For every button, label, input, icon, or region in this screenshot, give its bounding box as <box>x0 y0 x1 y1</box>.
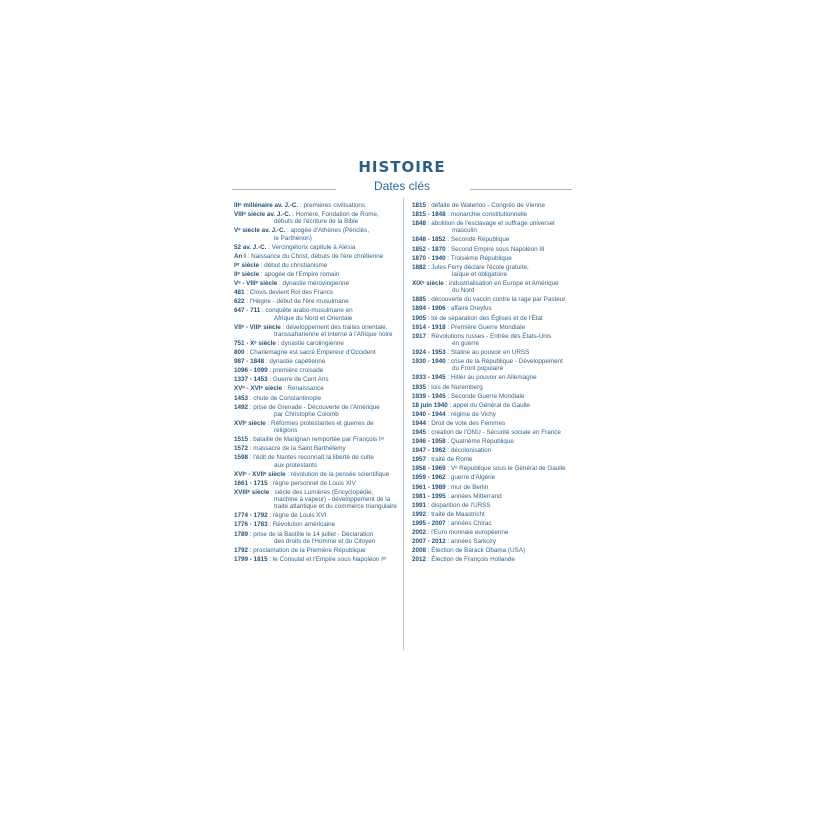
entry-text: : lois de Nuremberg <box>426 383 483 391</box>
timeline-entry <box>232 324 402 338</box>
timeline-entry <box>410 202 572 209</box>
entry-text: : proclamation de la Première République <box>248 546 366 554</box>
entry-text: : mur de Berlin <box>445 483 489 491</box>
entry-text: : prise de la Bastille le 14 juillet - Déclaration <box>248 530 374 538</box>
entry-date: XVIIIᵉ siècle <box>234 488 270 496</box>
history-page <box>232 158 572 658</box>
timeline-entry <box>232 454 402 468</box>
timeline-entry <box>232 489 402 511</box>
entry-date: 1453 <box>234 394 249 402</box>
entry-text-continuation: laïque et obligatoire <box>452 270 507 278</box>
entry-date: 1598 <box>234 454 249 462</box>
entry-text: : découverte du vaccin contre la rage par Pasteur <box>426 296 566 304</box>
timeline-entry <box>410 556 572 563</box>
entry-text-continuation: Afrique du Nord et Orientale <box>274 314 353 322</box>
entry-text: : Jules Ferry déclare l'école gratuite, <box>426 263 529 271</box>
timeline-entry <box>232 298 402 305</box>
timeline-entry <box>410 529 572 536</box>
entry-text: : abolition de l'esclavage et suffrage universel <box>426 220 555 228</box>
entry-date: 1894 - 1906 <box>412 305 446 313</box>
entry-date: XIXᵉ siècle <box>412 280 444 288</box>
entry-date: 1815 - 1848 <box>412 211 446 219</box>
entry-text: : dynastie capétienne <box>264 358 326 366</box>
timeline-entry <box>410 547 572 554</box>
entry-text: : crise de la République - Développement <box>445 358 563 366</box>
entry-text-continuation: en guerre <box>452 339 479 347</box>
timeline-entry <box>410 324 572 331</box>
entry-text: : Quatrième République <box>445 438 514 446</box>
entry-date: XVᵉ - XVIᵉ siècle <box>234 385 283 393</box>
entry-text: : règne personnel de Louis XIV <box>267 479 356 487</box>
entry-date: 1882 <box>412 263 427 271</box>
entry-text: : création de l'ONU - Sécurité sociale en France <box>426 428 561 436</box>
entry-text: : loi de séparation des Églises et de l'État <box>426 314 543 322</box>
entry-text: : apogée de l'Empire romain <box>259 270 340 278</box>
timeline-entry <box>410 236 572 243</box>
entry-text: : dynastie carolingienne <box>275 339 344 347</box>
entry-text: : massacre de la Saint Barthélemy <box>248 445 346 453</box>
entry-text: : dynastie mérovingienne <box>277 280 350 288</box>
timeline-entry <box>410 393 572 400</box>
entry-date: 1792 <box>234 546 249 554</box>
timeline-entry <box>410 296 572 303</box>
entry-text: : l'Hégire - début de l'ère musulmane <box>244 298 349 306</box>
entry-date: XVIᵉ - XVIIᵉ siècle <box>234 470 286 478</box>
entry-date: 1947 - 1962 <box>412 447 446 455</box>
entry-date: 1995 - 2007 <box>412 519 446 527</box>
entry-date: IIIᵉ millénaire av. J.-C. <box>234 202 299 209</box>
timeline-entry <box>232 480 402 487</box>
timeline-entry <box>232 358 402 365</box>
entry-date: 751 - Xᵉ siècle <box>234 339 276 347</box>
entry-date: 1940 - 1944 <box>412 410 446 418</box>
entry-text: : Homère, Fondation de Rome, <box>290 211 379 219</box>
entry-text: : règne de Louis XVI <box>267 512 327 520</box>
timeline-entry <box>410 305 572 312</box>
timeline-entry <box>232 244 402 251</box>
entry-date: 1945 <box>412 428 427 436</box>
timeline-entry <box>410 374 572 381</box>
entry-text: : l'Euro monnaie européenne <box>426 529 509 537</box>
entry-date: IIᵉ siècle <box>234 270 260 278</box>
entry-date: VIIIᵉ siècle av. J.-C. <box>234 211 291 219</box>
entry-date: 18 juin 1940 <box>412 401 448 409</box>
entry-date: 1870 - 1940 <box>412 254 446 262</box>
entry-text: : Révolution américaine <box>267 521 336 529</box>
timeline-entry <box>232 420 402 434</box>
entry-text: : défaite de Waterloo - Congrès de Vienne <box>426 202 546 209</box>
entry-text: : affaire Dreyfus <box>445 305 492 313</box>
entry-text-continuation: machine à vapeur) - développement de la traite atlantique et du commerce triangulaire <box>274 496 397 511</box>
timeline-entry <box>410 411 572 418</box>
timeline-entry <box>410 349 572 356</box>
entry-date: 1337 - 1453 <box>234 376 268 384</box>
entry-text: : Réformes protestantes et guerres de <box>265 419 374 427</box>
entry-date: 1914 - 1918 <box>412 323 446 331</box>
entry-text: : années Sarkozy <box>445 538 497 546</box>
entry-text: : traité de Rome <box>426 456 473 464</box>
entry-text: : Seconde Guerre Mondiale <box>445 392 525 400</box>
entry-text: : traité de Maastricht <box>426 510 485 518</box>
timeline-entry <box>232 280 402 287</box>
entry-date: 1933 - 1945 <box>412 374 446 382</box>
timeline-entry <box>232 512 402 519</box>
entry-text: : années Chirac <box>445 519 492 527</box>
timeline-entry <box>410 484 572 491</box>
timeline-entry <box>232 385 402 392</box>
entry-date: 1961 - 1989 <box>412 483 446 491</box>
entry-text: : siècle des Lumières (Encyclopédie, <box>269 488 374 496</box>
timeline-entry <box>232 436 402 443</box>
entry-date: Vᵉ siècle av. J.-C. <box>234 227 286 235</box>
entry-text: : Second Empire sous Napoléon III <box>445 245 545 253</box>
entry-text: : conquête arabo-musulmane en <box>260 307 353 315</box>
entry-date: 1944 <box>412 419 427 427</box>
entry-date: 2012 <box>412 556 427 564</box>
timeline-entry <box>410 264 572 278</box>
entry-text: : prise de Grenade - Découverte de l'Amérique <box>248 403 380 411</box>
entry-text-continuation: religions <box>274 427 298 435</box>
entry-text: : apogée d'Athènes (Périclès, <box>285 227 370 235</box>
entry-text: : Élection de Barack Obama (USA) <box>426 547 526 555</box>
title-rule-right <box>470 189 572 190</box>
timeline-entry <box>232 253 402 260</box>
entry-text: : années Mitterrand <box>445 492 502 500</box>
entry-text-continuation: débuts de l'écriture de la Bible <box>274 218 359 226</box>
entry-date: 1946 - 1958 <box>412 438 446 446</box>
entry-text-continuation: du Front populaire <box>452 365 504 373</box>
entry-date: 800 <box>234 349 245 357</box>
entry-text: : Élection de François Hollande <box>426 556 515 564</box>
entry-text: : guerre d'Algérie <box>445 474 496 482</box>
timeline-entry <box>232 556 402 563</box>
entry-text: : industrialisation en Europe et Amérique <box>443 280 559 288</box>
timeline-entry <box>232 547 402 554</box>
timeline-entry <box>410 280 572 294</box>
entry-date: 1815 <box>412 202 427 209</box>
entry-text: : monarchie constitutionnelle <box>445 211 528 219</box>
entry-date: 1935 <box>412 383 427 391</box>
timeline-entry <box>410 384 572 391</box>
timeline-entry <box>410 538 572 545</box>
entry-text: : Vᵉ République sous le Général de Gaulle <box>445 465 566 473</box>
timeline-entry <box>410 456 572 463</box>
entry-date: 1774 - 1792 <box>234 512 268 520</box>
timeline-entry <box>232 202 402 209</box>
entry-date: 1776 - 1783 <box>234 521 268 529</box>
entry-date: 1959 - 1962 <box>412 474 446 482</box>
entry-date: 1852 - 1870 <box>412 245 446 253</box>
entry-text: : l'édit de Nantes reconnaît la liberté de culte <box>248 454 374 462</box>
timeline-entry <box>232 262 402 269</box>
timeline-entry <box>410 502 572 509</box>
entry-text: : disparition de l'URSS <box>426 501 491 509</box>
entry-text: : Droit de vote des Femmes <box>426 419 506 427</box>
entry-text: : Renaissance <box>282 385 324 393</box>
entry-text: : chute de Constantinople <box>248 394 322 402</box>
entry-text: : Naissance du Christ, débuts de l'ère chrétienne <box>245 252 384 260</box>
entry-date: 987 - 1848 <box>234 358 265 366</box>
entry-date: 1661 - 1715 <box>234 479 268 487</box>
entry-date: 1992 <box>412 510 427 518</box>
entry-text: : Première Guerre Mondiale <box>445 323 526 331</box>
timeline-entry <box>410 474 572 481</box>
timeline-entry <box>232 521 402 528</box>
entry-text: : décolonisation <box>445 447 492 455</box>
timeline-entry <box>410 429 572 436</box>
timeline-entry <box>232 376 402 383</box>
timeline-entry <box>410 358 572 372</box>
timeline-entry <box>232 227 402 241</box>
timeline-entry <box>410 333 572 347</box>
entry-date: 1991 <box>412 501 427 509</box>
timeline-entry <box>410 220 572 234</box>
timeline-entry <box>232 471 402 478</box>
timeline-entry <box>410 493 572 500</box>
page-title: HISTOIRE <box>358 158 446 176</box>
entry-text: : Seconde République <box>445 236 510 244</box>
timeline-entry <box>410 315 572 322</box>
entry-date: 481 <box>234 289 245 297</box>
timeline-entry <box>410 438 572 445</box>
entry-text: : première croisade <box>267 367 324 375</box>
entry-date: 647 - 711 <box>234 307 261 315</box>
entry-date: 1917 <box>412 332 427 340</box>
entry-date: 1885 <box>412 296 427 304</box>
entry-date: 1848 <box>412 220 427 228</box>
timeline-entry <box>232 404 402 418</box>
entry-text: : Vercingétorix capitule à Alésia <box>266 243 356 251</box>
entry-date: 52 av. J.-C. <box>234 243 267 251</box>
timeline-entry <box>410 447 572 454</box>
entry-text-continuation: le Parthénon) <box>274 234 312 242</box>
timeline-entry <box>232 307 402 321</box>
entry-text: : Hitler au pouvoir en Allemagne <box>445 374 537 382</box>
timeline-entry <box>410 520 572 527</box>
entry-date: An I <box>234 252 246 260</box>
entry-text: : bataille de Marignan remportée par François Iᵉʳ <box>248 436 385 444</box>
entry-date: 622 <box>234 298 245 306</box>
entry-text-continuation: masculin <box>452 227 477 235</box>
timeline-entry <box>410 511 572 518</box>
entry-date: 1789 <box>234 530 249 538</box>
timeline-entry <box>232 445 402 452</box>
entry-text: : Staline au pouvoir en URSS <box>445 349 530 357</box>
timeline-column-right <box>410 202 572 565</box>
timeline-entry <box>410 255 572 262</box>
entry-date: 2002 <box>412 529 427 537</box>
timeline-entry <box>232 340 402 347</box>
entry-text: : révolution de la pensée scientifique <box>285 470 390 478</box>
entry-text: : développement des traites orientale, <box>280 323 388 331</box>
entry-text-continuation: du Nord <box>452 287 475 295</box>
entry-text: : appel du Général de Gaulle <box>447 401 530 409</box>
entry-date: 2007 - 2012 <box>412 538 446 546</box>
entry-text: : régime de Vichy <box>445 410 496 418</box>
timeline-entry <box>410 420 572 427</box>
entry-date: 2008 <box>412 547 427 555</box>
entry-text: : Charlemagne est sacré Empereur d'Occident <box>244 349 376 357</box>
timeline-entry <box>410 246 572 253</box>
entry-date: 1515 <box>234 436 249 444</box>
entry-date: 1572 <box>234 445 249 453</box>
entry-date: 1957 <box>412 456 427 464</box>
timeline-entry <box>232 395 402 402</box>
entry-date: 1958 - 1969 <box>412 465 446 473</box>
timeline-entry <box>232 289 402 296</box>
timeline-column-left <box>232 202 402 565</box>
page-subtitle: Dates clés <box>373 179 431 193</box>
entry-date: Iᵉʳ siècle <box>234 261 259 269</box>
entry-date: 1981 - 1995 <box>412 492 446 500</box>
timeline-entry <box>232 367 402 374</box>
entry-text-continuation: des droits de l'Homme et du Citoyen <box>274 537 376 545</box>
entry-date: 1905 <box>412 314 427 322</box>
entry-date: 1924 - 1953 <box>412 349 446 357</box>
entry-text: : début du christianisme <box>258 261 328 269</box>
entry-text: : Clovis devient Roi des Francs <box>244 289 334 297</box>
timeline-entry <box>232 349 402 356</box>
entry-date: 1939 - 1945 <box>412 392 446 400</box>
timeline-entry <box>232 531 402 545</box>
timeline-entry <box>410 465 572 472</box>
entry-date: Vᵉ - VIIIᵉ siècle <box>234 280 278 288</box>
entry-date: 1096 - 1099 <box>234 367 268 375</box>
entry-text: : Révolutions russes - Entrée des États-Unis <box>426 332 552 340</box>
timeline-entry <box>410 211 572 218</box>
entry-text: : le Consulat et l'Empire sous Napoléon Iᵉʳ <box>267 555 387 563</box>
entry-text-continuation: aux protestants <box>274 461 318 469</box>
column-divider <box>403 198 404 650</box>
entry-date: VIIᵉ - VIIIᵉ siècle <box>234 323 281 331</box>
entry-text-continuation: transsaharienne et interne à l'Afrique noire <box>274 330 393 338</box>
entry-date: 1492 <box>234 403 249 411</box>
timeline-entry <box>410 402 572 409</box>
timeline-entry <box>232 271 402 278</box>
entry-date: 1930 - 1940 <box>412 358 446 366</box>
entry-text-continuation: par Christophe Colomb <box>274 410 339 418</box>
entry-text: : Troisième République <box>445 254 512 262</box>
entry-date: 1848 - 1852 <box>412 236 446 244</box>
entry-date: 1799 - 1815 <box>234 555 268 563</box>
timeline-entry <box>232 211 402 225</box>
entry-date: XVIᵉ siècle <box>234 419 266 427</box>
entry-text: : Guerre de Cent Ans <box>267 376 329 384</box>
entry-text: : premières civilisations <box>298 202 366 209</box>
